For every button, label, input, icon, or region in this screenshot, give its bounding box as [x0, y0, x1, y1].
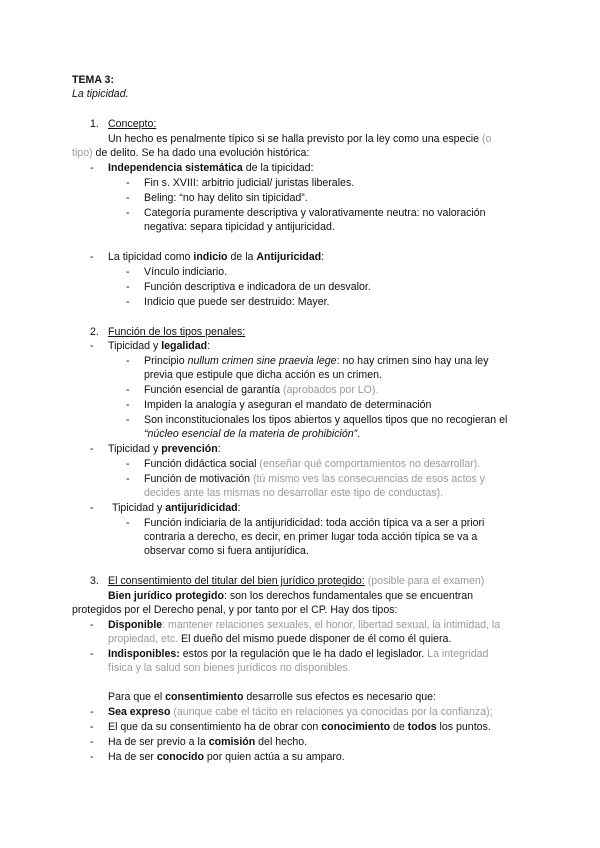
section-3-heading: El consentimiento del titular del bien jurídico protegido: (posible para el examen)	[108, 575, 485, 587]
sub-bullet-item: Función didáctica social (enseñar qué comportamientos no desarrollar).	[144, 458, 481, 470]
sub-bullet-dash: -	[126, 414, 130, 426]
bullet-item: Ha de ser previo a la comisión del hecho.	[108, 736, 308, 748]
section-2-heading: Función de los tipos penales:	[108, 326, 246, 338]
sub-bullet-dash: -	[126, 399, 130, 411]
sub-bullet-item: Beling: “no hay delito sin tipicidad”.	[144, 192, 308, 204]
sub-bullet-dash: -	[126, 266, 130, 278]
sub-bullet-item: Función indiciaria de la antijuridicidad: toda acción típica va a ser a priori	[144, 517, 485, 529]
bullet-dash: -	[90, 619, 94, 631]
section-2-number: 2.	[90, 326, 99, 338]
sub-bullet-item-cont: previa que estipule que dicha acción es un crimen.	[144, 369, 382, 381]
sub-bullet-item-cont: negativa: separa tipicidad y antijuricidad.	[144, 221, 335, 233]
bullet-dash: -	[90, 721, 94, 733]
sub-bullet-dash: -	[126, 207, 130, 219]
sub-bullet-item: Principio nullum crimen sine praevia lege: no hay crimen sino hay una ley	[144, 355, 489, 367]
sub-bullet-item: Impiden la analogía y aseguran el mandato de determinación	[144, 399, 432, 411]
sub-bullet-item: Categoría puramente descriptiva y valorativamente neutra: no valoración	[144, 207, 486, 219]
sub-bullet-item: Indicio que puede ser destruido: Mayer.	[144, 296, 330, 308]
bullet-dash: -	[90, 340, 94, 352]
sub-bullet-dash: -	[126, 458, 130, 470]
bullet-item: Tipicidad y prevención:	[108, 443, 221, 455]
bullet-dash: -	[90, 251, 94, 263]
paragraph-line: tipo) de delito. Se ha dado una evolución histórica:	[72, 147, 310, 159]
doc-title: TEMA 3:	[72, 74, 114, 86]
bullet-item: La tipicidad como indicio de la Antijuricidad:	[108, 251, 325, 263]
sub-bullet-dash: -	[126, 177, 130, 189]
sub-bullet-item: Fin s. XVIII: arbitrio judicial/ juristas liberales.	[144, 177, 355, 189]
bullet-item: Tipicidad y legalidad:	[108, 340, 211, 352]
bullet-item: Tipicidad y antijuridicidad:	[112, 502, 241, 514]
sub-bullet-item-cont: contraria a derecho, es decir, en primer lugar toda acción típica se va a	[144, 531, 478, 543]
bullet-dash: -	[90, 648, 94, 660]
bullet-item: Indisponibles: estos por la regulación que le ha dado el legislador. La integridad	[108, 648, 489, 660]
sub-bullet-dash: -	[126, 517, 130, 529]
section-1-heading: Concepto:	[108, 118, 157, 130]
section-1-number: 1.	[90, 118, 99, 130]
bullet-dash: -	[90, 736, 94, 748]
paragraph-line: protegidos por el Derecho penal, y por tanto por el CP. Hay dos tipos:	[72, 604, 398, 616]
sub-bullet-item: Son inconstitucionales los tipos abiertos y aquellos tipos que no recogieran el	[144, 414, 508, 426]
sub-bullet-dash: -	[126, 192, 130, 204]
doc-subtitle: La tipicidad.	[72, 88, 129, 100]
bullet-dash: -	[90, 706, 94, 718]
bullet-dash: -	[90, 443, 94, 455]
bullet-item: Ha de ser conocido por quien actúa a su amparo.	[108, 751, 345, 763]
sub-bullet-item-cont: decides ante las mismas no desarrollar este tipo de conductas).	[144, 487, 444, 499]
bullet-item: Sea expreso (aunque cabe el tácito en relaciones ya conocidas por la confianza);	[108, 706, 493, 718]
sub-bullet-item: Función de motivación (tú mismo ves las consecuencias de esos actos y	[144, 473, 485, 485]
paragraph-line: Bien jurídico protegido: son los derechos fundamentales que se encuentran	[108, 590, 474, 602]
section-3-number: 3.	[90, 575, 99, 587]
bullet-dash: -	[90, 502, 94, 514]
sub-bullet-dash: -	[126, 296, 130, 308]
bullet-item-cont: propiedad, etc. El dueño del mismo puede disponer de él como él quiera.	[108, 633, 452, 645]
sub-bullet-dash: -	[126, 281, 130, 293]
sub-bullet-item-cont: observar como si fuera antijurídica.	[144, 545, 309, 557]
sub-bullet-dash: -	[126, 473, 130, 485]
bullet-item-cont: física y la salud son bienes jurídicos no disponibles.	[108, 662, 351, 674]
sub-bullet-dash: -	[126, 384, 130, 396]
paragraph-line: Un hecho es penalmente típico si se halla previsto por la ley como una especie (o	[108, 133, 492, 145]
paragraph-line: Para que el consentimiento desarrolle sus efectos es necesario que:	[108, 691, 436, 703]
bullet-dash: -	[90, 751, 94, 763]
sub-bullet-item: Función esencial de garantía (aprobados por LO).	[144, 384, 379, 396]
sub-bullet-item-cont: “núcleo esencial de la materia de prohibición”.	[144, 428, 361, 440]
sub-bullet-item: Vínculo indiciario.	[144, 266, 228, 278]
bullet-item: Disponible: mantener relaciones sexuales, el honor, libertad sexual, la intimidad, la	[108, 619, 501, 631]
sub-bullet-dash: -	[126, 355, 130, 367]
bullet-item: Independencia sistemática de la tipicidad:	[108, 162, 314, 174]
bullet-item: El que da su consentimiento ha de obrar con conocimiento de todos los puntos.	[108, 721, 491, 733]
bullet-dash: -	[90, 162, 94, 174]
sub-bullet-item: Función descriptiva e indicadora de un desvalor.	[144, 281, 371, 293]
